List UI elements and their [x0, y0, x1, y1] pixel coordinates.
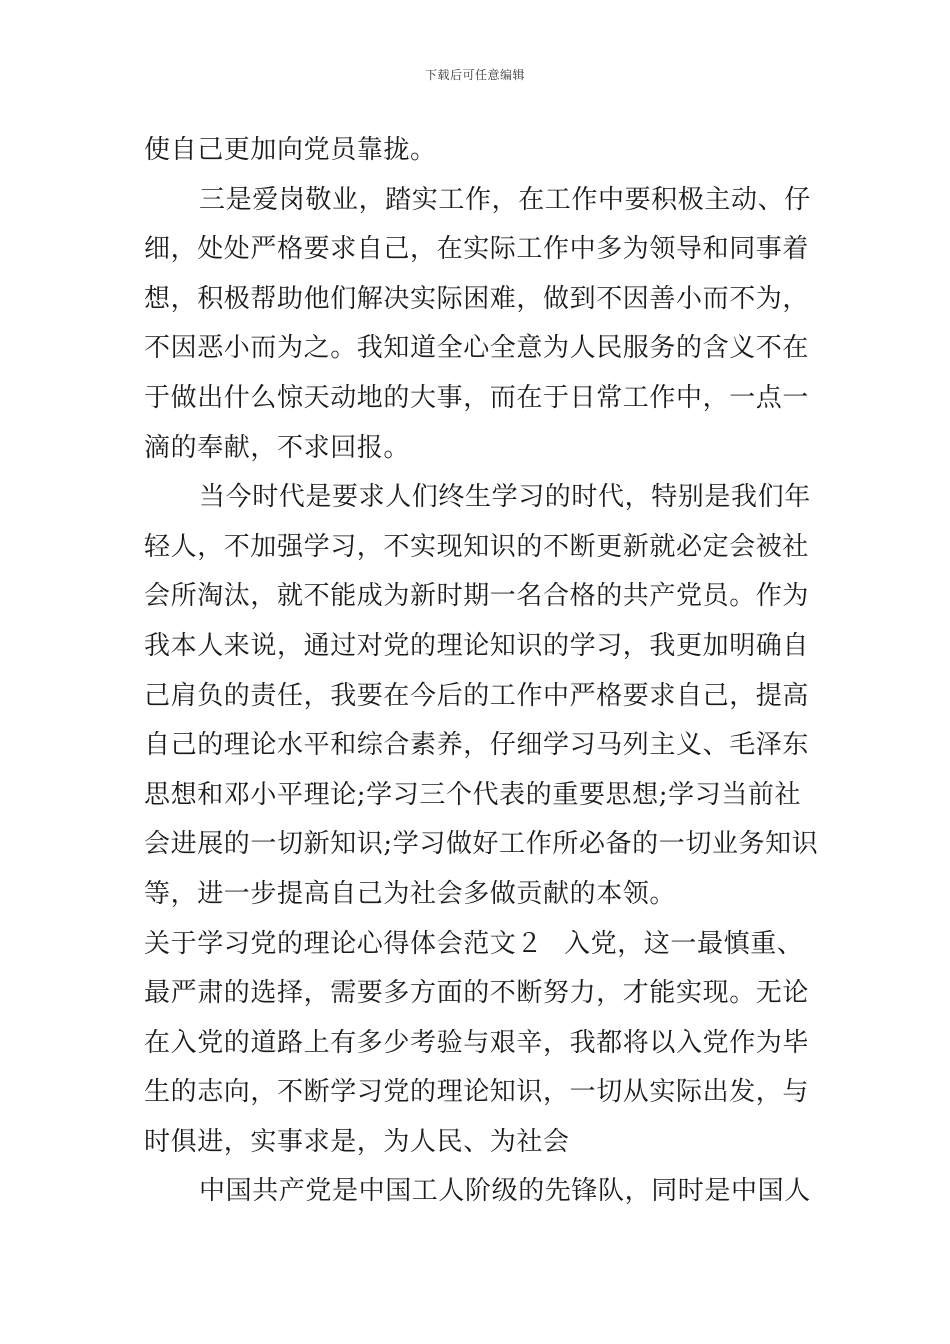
- text-line: 三是爱岗敬业，踏实工作，在工作中要积极主动、仔: [199, 184, 811, 215]
- text-line: 使自己更加向党员靠拢。: [144, 135, 437, 165]
- text-line: 滴的奉献，不求回报。: [144, 432, 411, 463]
- text-line: 细，处处严格要求自己，在实际工作中多为领导和同事着: [144, 234, 810, 265]
- text-line: 会进展的一切新知识;学习做好工作所必备的一切业务知识: [144, 829, 819, 860]
- paragraph: [144, 1167, 811, 1217]
- text-line: 会所淘汰，就不能成为新时期一名合格的共产党员。作为: [144, 581, 810, 612]
- text-line: 轻人，不加强学习，不实现知识的不断更新就必定会被社: [144, 531, 810, 562]
- text-line: 在入党的道路上有多少考验与艰辛，我都将以入党作为毕: [144, 1027, 810, 1058]
- text-line: 不因恶小而为之。我知道全心全意为人民服务的含义不在: [144, 333, 810, 364]
- text-line: 想，积极帮助他们解决实际困难，做到不因善小而不为，: [144, 283, 810, 314]
- text-line: 入党，这一最慎重、: [564, 928, 804, 959]
- text-line: 我本人来说，通过对党的理论知识的学习，我更加明确自: [144, 630, 810, 661]
- paragraph: [144, 126, 808, 176]
- document-body: [144, 126, 819, 1217]
- text-line: 当今时代是要求人们终生学习的时代，特别是我们年: [199, 482, 811, 513]
- paragraph: [144, 176, 811, 474]
- article-title: 关于学习党的理论心得体会范文２: [144, 928, 544, 959]
- text-line: 最严肃的选择，需要多方面的不断努力，才能实现。无论: [144, 978, 810, 1009]
- paragraph: [144, 473, 819, 919]
- text-line: 生的志向，不断学习党的理论知识，一切从实际出发，与: [144, 1077, 810, 1108]
- text-line: 时俱进，实事求是，为人民、为社会: [144, 1126, 570, 1157]
- text-line: 中国共产党是中国工人阶级的先锋队，同时是中国人: [199, 1176, 811, 1207]
- text-line: 己肩负的责任，我要在今后的工作中严格要求自己，提高: [144, 680, 810, 711]
- paragraph: [144, 920, 808, 1168]
- text-line: 等，进一步提高自己为社会多做贡献的本领。: [144, 878, 677, 909]
- text-line: 于做出什么惊天动地的大事，而在于日常工作中，一点一: [144, 382, 810, 413]
- text-line: 思想和邓小平理论;学习三个代表的重要思想;学习当前社: [144, 779, 802, 810]
- text-line: 自己的理论水平和综合素养，仔细学习马列主义、毛泽东: [144, 730, 810, 761]
- article-title-line: [144, 920, 808, 970]
- page-header: 下载后可任意编辑: [424, 68, 525, 82]
